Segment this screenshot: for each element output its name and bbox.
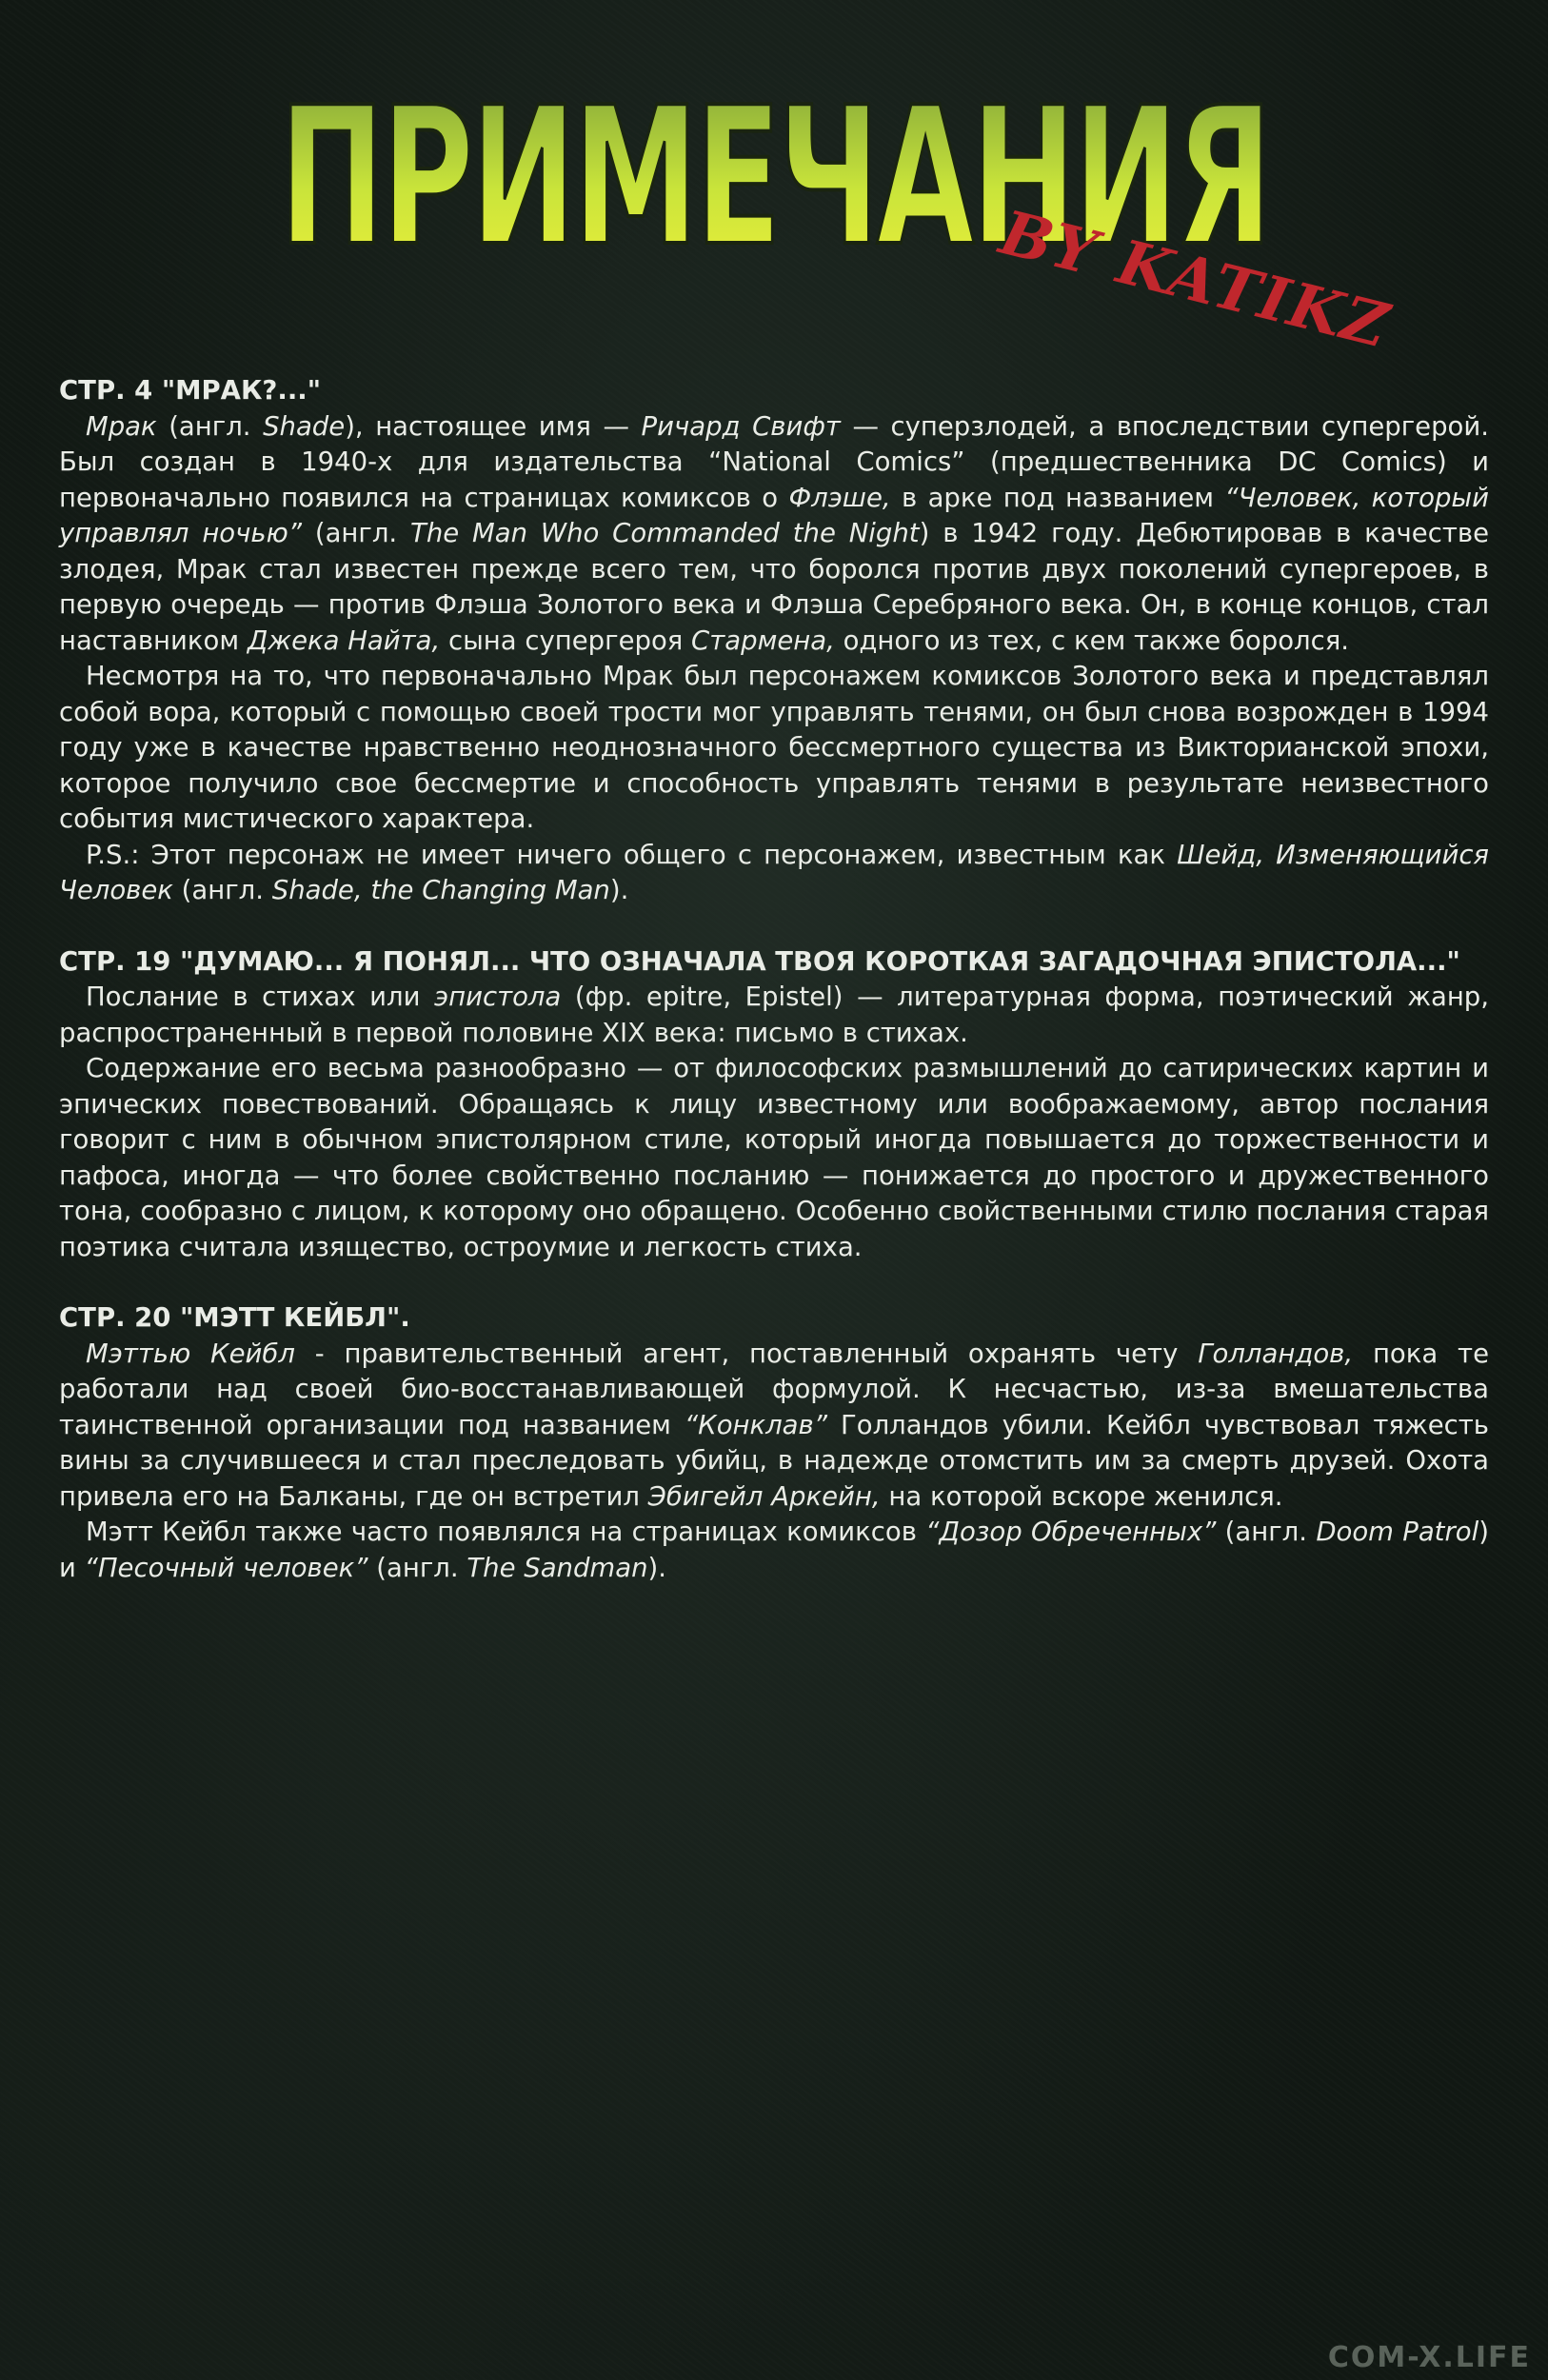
notes-content [59, 373, 1489, 1621]
note-paragraph [59, 409, 1489, 660]
note-paragraph [59, 1515, 1489, 1586]
text-run: ) в 1942 году. Дебютировав в качестве злодея, Мрак стал известен прежде всего тем, что боролся против двух поколений супергероев, в первую очередь — против Флэша Золотого века и Флэша Серебряного века. Он, в конце концов, стал наставником [59, 518, 1489, 656]
title-logo [0, 52, 1548, 376]
italic-term: Флэше, [788, 482, 891, 513]
text-run: одного из тех, с кем также боролся. [834, 625, 1349, 656]
text-run: ) и [59, 1517, 1489, 1583]
text-run: в арке под названием [890, 482, 1225, 513]
text-run: Мэтт Кейбл также часто появлялся на страницах комиксов [86, 1517, 926, 1547]
text-run: (англ. [156, 410, 264, 442]
text-run: пока те работали над своей био-восстанавливающей формулой. К несчастью, из-за вмешательства таинственной организации под названием [59, 1338, 1489, 1440]
italic-term: Шейд, Изменяющийся Человек [59, 839, 1489, 905]
section-heading: СТР. 20 "МЭТТ КЕЙБЛ". [59, 1302, 410, 1333]
note-paragraph [59, 659, 1489, 838]
note-section [59, 944, 1489, 1266]
text-run: (англ. [1216, 1517, 1317, 1547]
note-section [59, 373, 1489, 909]
italic-term: “Песочный человек” [84, 1552, 368, 1583]
text-run: Послание в стихах или [86, 982, 435, 1012]
page-title: ПРИМЕЧАНИЯ [279, 67, 1269, 288]
text-run: — суперзлодей, а впоследствии супергерой. Был создан в 1940-х для издательства “National Comics” (предшественника DC Comics) и первоначально появился на страницах комиксов о [59, 410, 1489, 513]
italic-term: The Man Who Commanded the Night [410, 518, 920, 548]
text-run: (фр. epitre, Epistel) — литературная форма, поэтический жанр, распространенный в первой половине XIX века: письмо в стихах. [59, 982, 1489, 1048]
note-paragraph [59, 1337, 1489, 1516]
byline: BY KATIKZ [993, 197, 1398, 364]
italic-term: “Дозор Обреченных” [925, 1517, 1217, 1547]
text-run: P.S.: Этот персонаж не имеет ничего общего с персонажем, известным как [86, 839, 1178, 870]
italic-term: эпистола [434, 982, 562, 1012]
italic-term: Shade [263, 410, 346, 442]
italic-term: Shade, the Changing Man [271, 875, 610, 905]
text-run: ). [609, 875, 629, 905]
italic-term: “Человек, который управлял ночью” [59, 482, 1490, 548]
text-run: Голландов убили. Кейбл чувствовал тяжесть вины за случившееся и стал преследовать убийц, в надежде отомстить им за смерть друзей. Охота привела его на Балканы, где он встретил [59, 1409, 1489, 1512]
note-paragraph [59, 980, 1489, 1051]
text-run: Несмотря на то, что первоначально Мрак был персонажем комиксов Золотого века и представлял собой вора, который с помощью своей трости мог управлять тенями, он был снова возрожден в 1994 году уже в качестве нравственно неоднозначного бессмертного существа из Викторианской эпохи, которое получило свое бессмертие и способность управлять тенями в результате неизвестного события мистического характера. [59, 661, 1489, 834]
note-paragraph [59, 1051, 1489, 1265]
italic-term: Мэттью Кейбл [86, 1338, 295, 1369]
italic-term: Мрак [86, 410, 157, 442]
text-run: (англ. [172, 875, 272, 905]
italic-term: Стармена, [691, 625, 835, 656]
italic-term: Эбигейл Аркейн, [647, 1480, 881, 1512]
text-run: (англ. [301, 518, 411, 548]
italic-term: Голландов, [1198, 1338, 1354, 1369]
text-run: сына супергероя [440, 625, 692, 656]
section-heading: СТР. 4 "МРАК?..." [59, 375, 322, 406]
note-paragraph [59, 838, 1489, 909]
watermark: COM-X.LIFE [1327, 2341, 1531, 2374]
italic-term: Джека Найта, [247, 625, 441, 656]
text-run: (англ. [367, 1552, 467, 1583]
note-section [59, 1300, 1489, 1586]
text-run: - правительственный агент, поставленный охранять чету [294, 1338, 1199, 1369]
italic-term: Ричард Свифт [641, 410, 841, 442]
text-run: на которой вскоре женился. [880, 1480, 1283, 1512]
text-run: ), настоящее имя — [345, 410, 642, 442]
section-heading: СТР. 19 "ДУМАЮ... Я ПОНЯЛ... ЧТО ОЗНАЧАЛА ТВОЯ КОРОТКАЯ ЗАГАДОЧНАЯ ЭПИСТОЛА..." [59, 945, 1460, 977]
text-run: ). [647, 1552, 666, 1583]
text-run: Содержание его весьма разнообразно — от философских размышлений до сатирических картин и эпических повествований. Обращаясь к лицу известному или воображаемому, автор послания говорит с ним в обычном эпистолярном стиле, который иногда повышается до торжественности и пафоса, иногда — что более свойственно посланию — понижается до простого и дружественного тона, сообразно с лицом, к которому оно обращено. Особенно свойственными стилю послания старая поэтика считала изящество, остроумие и легкость стиха. [59, 1053, 1489, 1262]
italic-term: “Конклав” [684, 1409, 827, 1440]
italic-term: The Sandman [466, 1552, 648, 1583]
page-header [0, 52, 1548, 376]
italic-term: Doom Patrol [1316, 1517, 1479, 1547]
